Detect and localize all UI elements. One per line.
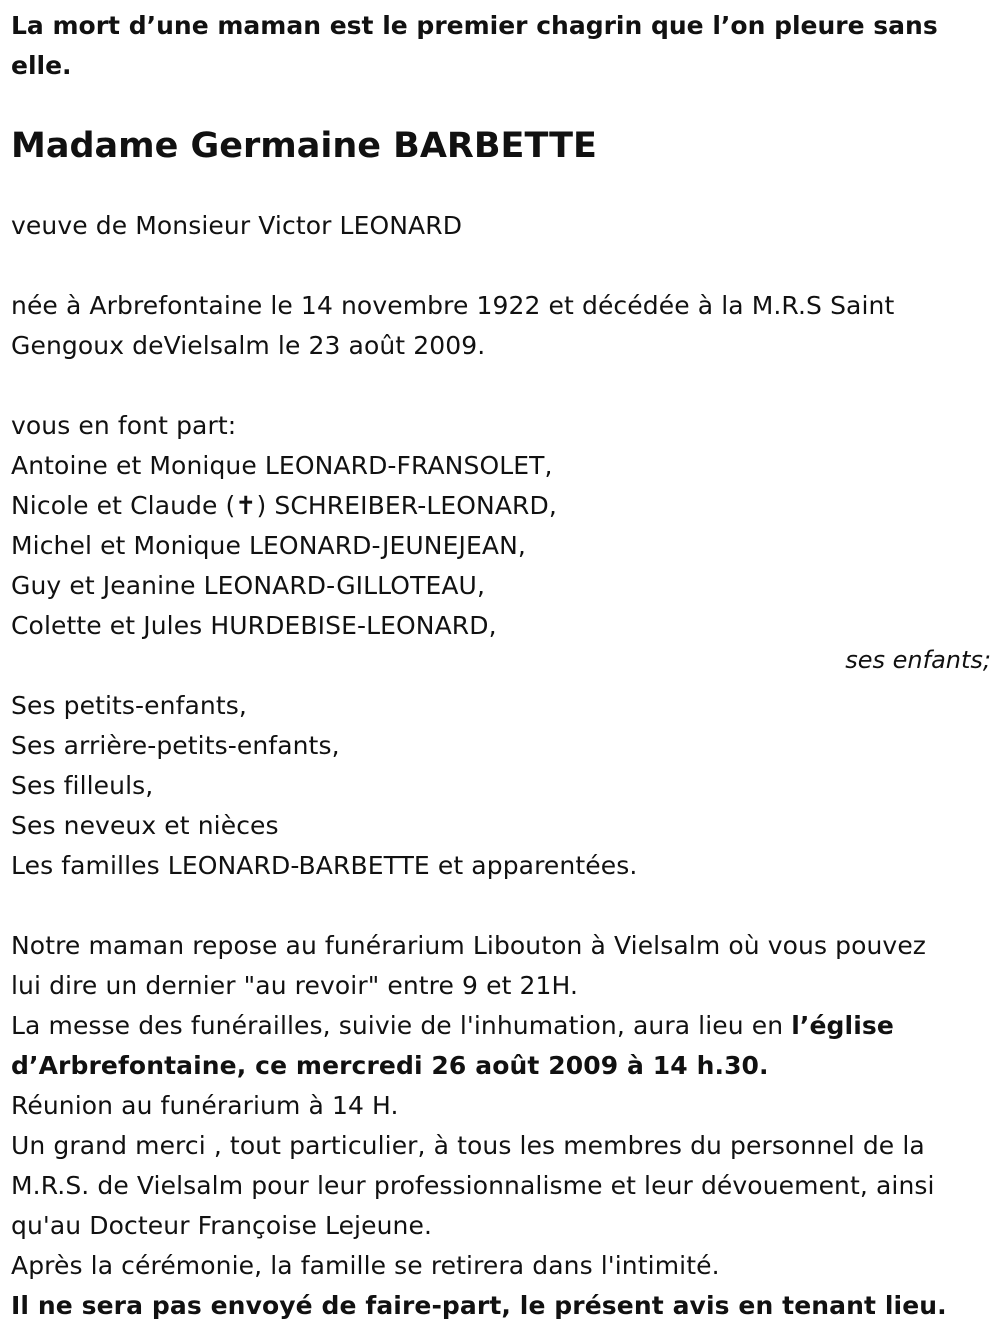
funeral-date-time: d’Arbrefontaine, ce mercredi 26 août 2009 à 14 h.30.: [11, 1051, 769, 1080]
after-ceremony: Après la cérémonie, la famille se retirera dans l'intimité.: [11, 1251, 720, 1280]
thanks-line-3: qu'au Docteur Françoise Lejeune.: [11, 1211, 432, 1240]
child-entry: Antoine et Monique LEONARD-FRANSOLET,: [11, 451, 553, 480]
birth-death-line-2: Gengoux deVielsalm le 23 août 2009.: [11, 331, 486, 360]
spacer: [11, 366, 991, 406]
epigraph: La mort d’une maman est le premier chagrin que l’on pleure sans elle.: [11, 11, 938, 80]
relative-entry: Ses neveux et nièces: [11, 811, 279, 840]
child-entry: Colette et Jules HURDEBISE-LEONARD,: [11, 611, 497, 640]
funeral-mass-line: [11, 1006, 991, 1046]
funeral-church: l’église: [791, 1011, 894, 1040]
reunion: Réunion au funérarium à 14 H.: [11, 1091, 399, 1120]
deceased-name: Madame Germaine BARBETTE: [11, 126, 597, 166]
child-entry: Michel et Monique LEONARD-JEUNEJEAN,: [11, 531, 526, 560]
birth-death-line-1: née à Arbrefontaine le 14 novembre 1922 et décédée à la M.R.S Saint: [11, 291, 895, 320]
spacer: [11, 166, 991, 206]
thanks-line-1: Un grand merci , tout particulier, à tous les membres du personnel de la: [11, 1131, 925, 1160]
repose-line-2: lui dire un dernier "au revoir" entre 9 et 21H.: [11, 971, 579, 1000]
final-notice: Il ne sera pas envoyé de faire-part, le présent avis en tenant lieu.: [11, 1291, 947, 1320]
funeral-mass-text: La messe des funérailles, suivie de l'inhumation, aura lieu en: [11, 1011, 792, 1040]
relative-entry: Ses petits-enfants,: [11, 691, 247, 720]
child-entry: Nicole et Claude (✝) SCHREIBER-LEONARD,: [11, 491, 557, 520]
spacer: [11, 886, 991, 926]
spacer: [11, 246, 991, 286]
relative-entry: Les familles LEONARD-BARBETTE et apparentées.: [11, 851, 638, 880]
announcers-intro: vous en font part:: [11, 411, 237, 440]
repose-line-1: Notre maman repose au funérarium Libouton à Vielsalm où vous pouvez: [11, 931, 927, 960]
relative-entry: Ses filleuls,: [11, 771, 154, 800]
obituary-notice: [11, 6, 991, 1326]
thanks-line-2: M.R.S. de Vielsalm pour leur professionnalisme et leur dévouement, ainsi: [11, 1171, 935, 1200]
relative-entry: Ses arrière-petits-enfants,: [11, 731, 340, 760]
children-label: ses enfants;: [845, 646, 991, 674]
child-entry: Guy et Jeanine LEONARD-GILLOTEAU,: [11, 571, 485, 600]
widow-of: veuve de Monsieur Victor LEONARD: [11, 211, 463, 240]
